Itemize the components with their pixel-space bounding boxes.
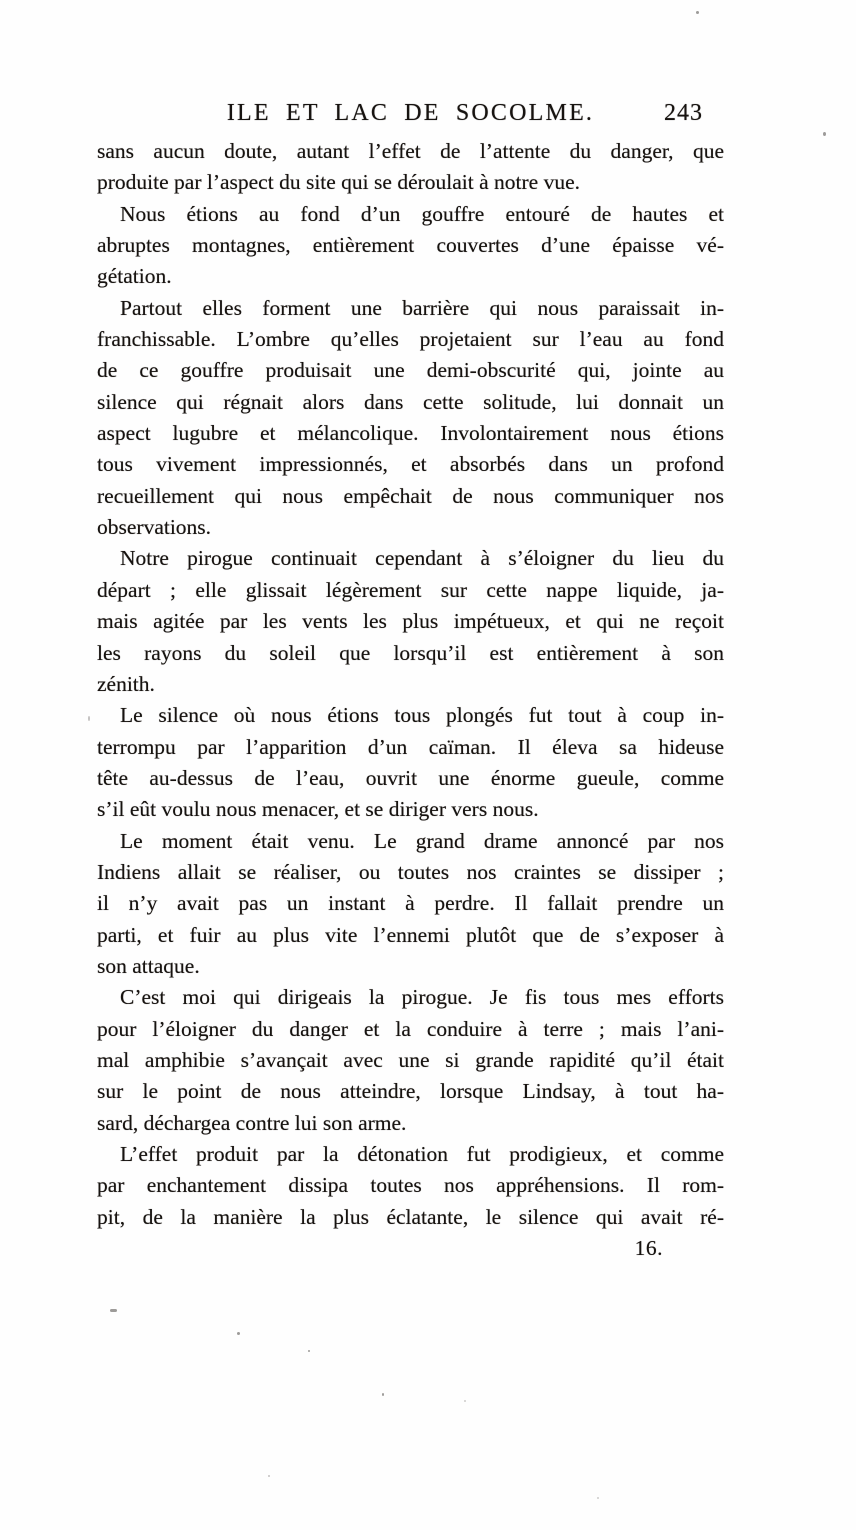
- text-line: franchissable. L’ombre qu’elles projetaient sur l’eau au fond: [97, 327, 724, 352]
- scan-speckle: [110, 1309, 117, 1312]
- paragraph: [97, 293, 724, 544]
- text-line: parti, et fuir au plus vite l’ennemi plutôt que de s’exposer à: [97, 922, 724, 947]
- text-line: départ ; elle glissait légèrement sur cette nappe liquide, ja-: [97, 577, 724, 602]
- scan-speckle: [464, 1400, 466, 1402]
- text-line: sans aucun doute, autant l’effet de l’attente du danger, que: [97, 139, 724, 163]
- text-line: tête au-dessus de l’eau, ouvrit une énorme gueule, comme: [97, 765, 724, 790]
- running-head: [97, 100, 724, 128]
- text-line: produite par l’aspect du site qui se déroulait à notre vue.: [97, 170, 580, 195]
- scan-speckle: [597, 1497, 599, 1499]
- text-line: aspect lugubre et mélancolique. Involontairement nous étions: [97, 421, 724, 446]
- text-line: Le silence où nous étions tous plongés fut tout à coup in-: [120, 703, 724, 728]
- text-line: il n’y avait pas un instant à perdre. Il fallait prendre un: [97, 891, 724, 916]
- paragraph: [97, 982, 724, 1139]
- text-line: abruptes montagnes, entièrement couvertes d’une épaisse vé-: [97, 233, 724, 258]
- text-line: zénith.: [97, 671, 155, 696]
- text-line: C’est moi qui dirigeais la pirogue. Je fis tous mes efforts: [120, 985, 724, 1010]
- signature-mark: 16.: [634, 1236, 663, 1261]
- text-line: L’effet produit par la détonation fut prodigieux, et comme: [120, 1142, 724, 1166]
- scan-speckle: [696, 11, 699, 14]
- text-line: de ce gouffre produisait une demi-obscurité qui, jointe au: [97, 358, 724, 383]
- text-line: s’il eût voulu nous menacer, et se diriger vers nous.: [97, 797, 539, 822]
- running-head-title: ILE ET LAC DE SOCOLME.: [226, 100, 595, 126]
- text-line: Partout elles forment une barrière qui nous paraissait in-: [120, 295, 724, 320]
- body-text: [97, 136, 724, 1264]
- text-line: silence qui régnait alors dans cette solitude, lui donnait un: [97, 389, 724, 414]
- scan-speckle: [382, 1393, 384, 1396]
- text-line: les rayons du soleil que lorsqu’il est entièrement à son: [97, 640, 724, 665]
- text-line: pour l’éloigner du danger et la conduire à terre ; mais l’ani-: [97, 1016, 724, 1041]
- text-line: Le moment était venu. Le grand drame annoncé par nos: [120, 828, 724, 853]
- scan-speckle: [823, 132, 826, 136]
- paragraph: [97, 826, 724, 983]
- text-line: mais agitée par les vents les plus impétueux, et qui ne reçoit: [97, 609, 724, 634]
- scan-speckle: [88, 716, 90, 721]
- text-line: sard, déchargea contre lui son arme.: [97, 1110, 407, 1135]
- scan-speckle: [237, 1332, 240, 1335]
- text-line: Indiens allait se réaliser, ou toutes nos craintes se dissiper ;: [97, 859, 724, 884]
- text-line: recueillement qui nous empêchait de nous communiquer nos: [97, 483, 724, 508]
- text-line: mal amphibie s’avançait avec une si grande rapidité qu’il était: [97, 1047, 724, 1072]
- paragraph: [97, 543, 724, 700]
- paragraph: [97, 136, 724, 199]
- text-line: sur le point de nous atteindre, lorsque Lindsay, à tout ha-: [97, 1079, 724, 1104]
- paragraph: [97, 199, 724, 293]
- text-line: observations.: [97, 515, 212, 540]
- text-line: terrompu par l’apparition d’un caïman. Il éleva sa hideuse: [97, 734, 724, 759]
- text-line: gétation.: [97, 264, 172, 289]
- paragraph: [97, 1139, 724, 1233]
- text-line: pit, de la manière la plus éclatante, le silence qui avait ré-: [97, 1204, 724, 1229]
- text-line: tous vivement impressionnés, et absorbés dans un profond: [97, 452, 724, 477]
- scan-speckle: [268, 1475, 270, 1477]
- text-line: par enchantement dissipa toutes nos appréhensions. Il rom-: [97, 1173, 724, 1198]
- scan-speckle: [308, 1350, 310, 1352]
- paragraph: [97, 700, 724, 825]
- text-line: son attaque.: [97, 953, 200, 978]
- text-line: Nous étions au fond d’un gouffre entouré de hautes et: [120, 201, 724, 226]
- page-number: 243: [664, 100, 703, 126]
- text-line: Notre pirogue continuait cependant à s’éloigner du lieu du: [120, 546, 724, 571]
